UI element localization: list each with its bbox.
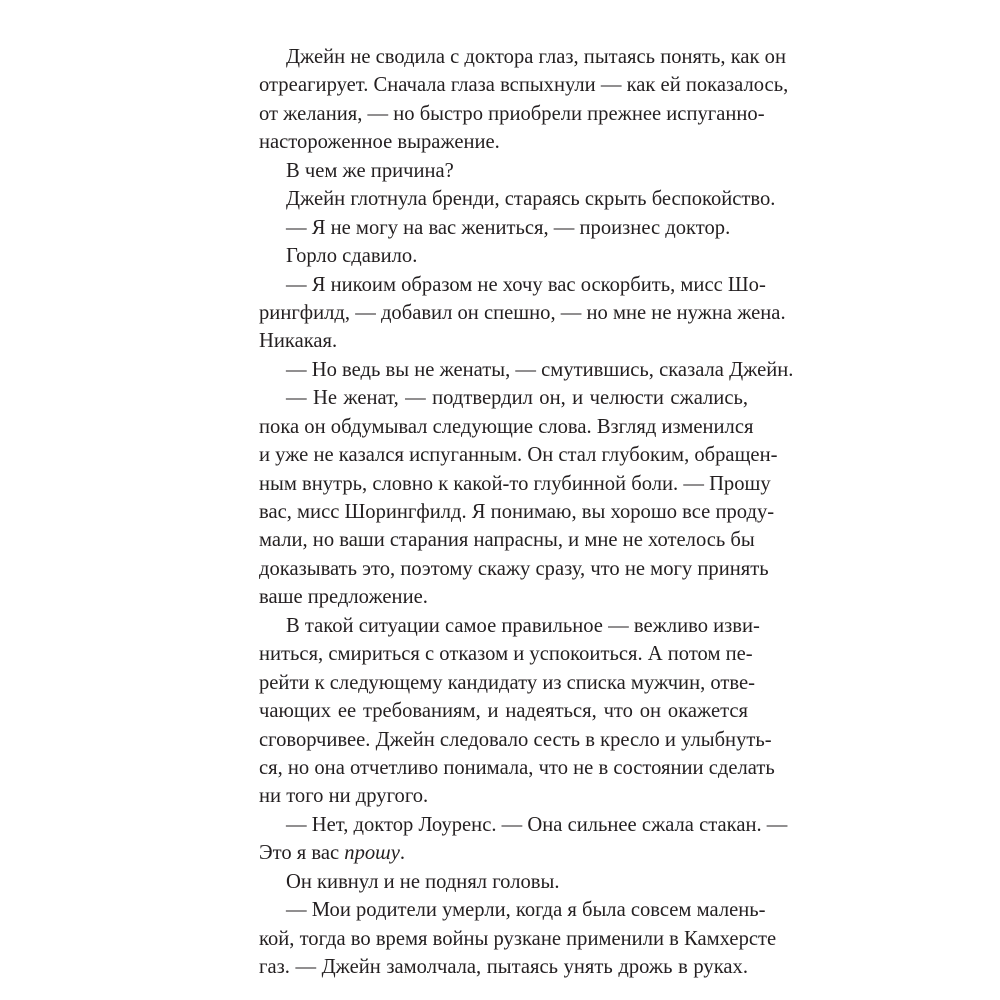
paragraph (259, 356, 794, 384)
paragraph (259, 868, 748, 896)
text-line: — Нет, доктор Лоуренс. — Она сильнее сжала стакан. — (286, 813, 788, 836)
text-segment: Это я вас (259, 842, 345, 865)
text-line: газ. — Джейн замолчала, пытаясь унять дрожь в руках. (259, 956, 748, 978)
paragraph (259, 242, 748, 270)
text-line: доказывать это, поэтому скажу сразу, что не могу принять (259, 557, 769, 580)
body-text (259, 43, 794, 981)
text-line: мали, но ваши старания напрасны, и мне не хотелось бы (259, 529, 755, 552)
text-line: рейти к следующему кандидату из списка мужчин, отве- (259, 671, 756, 694)
emphasized-word: прошу (344, 842, 400, 865)
text-line: Джейн не сводила с доктора глаз, пытаясь понять, как он (286, 46, 787, 68)
text-line: — Но ведь вы не женаты, — смутившись, сказала Джейн. (286, 358, 794, 381)
text-line: сговорчивее. Джейн следовало сесть в кресло и улыбнуть- (259, 728, 772, 751)
text-line: — Я никоим образом не хочу вас оскорбить, мисс Шо- (286, 273, 766, 296)
text-line: рингфилд, — добавил он спешно, — но мне не нужна жена. (259, 301, 786, 324)
text-line: — Не женат, — подтвердил он, и челюсти сжались, (286, 387, 748, 410)
text-line: Джейн глотнула бренди, стараясь скрыть беспокойство. (286, 188, 776, 211)
paragraph (259, 271, 786, 356)
text-line: В чем же причина? (286, 159, 454, 182)
text-line: В такой ситуации самое правильное — вежливо изви- (286, 614, 760, 637)
text-line: пока он обдумывал следующие слова. Взгляд изменился (259, 415, 754, 438)
text-line: отреагирует. Сначала глаза вспыхнули — как ей показалось, (259, 74, 789, 97)
text-line: вас, мисс Шорингфилд. Я понимаю, вы хорошо все проду- (259, 501, 775, 523)
text-line: — Я не могу на вас жениться, — произнес доктор. (286, 216, 731, 239)
paragraph (259, 43, 789, 157)
text-line: — Мои родители умерли, когда я была совсем малень- (286, 899, 766, 922)
text-line: Никакая. (259, 330, 338, 353)
text-line: ным внутрь, словно к какой-то глубинной боли. — Прошу (259, 472, 771, 495)
paragraph (259, 896, 777, 981)
text-line: и уже не казался испуганным. Он стал глубоким, обращен- (259, 444, 778, 467)
text-line: чающих ее требованиям, и надеяться, что он окажется (259, 700, 748, 723)
text-line: ся, но она отчетливо понимала, что не в состоянии сделать (259, 756, 775, 779)
text-line: от желания, — но быстро приобрели прежнее испуганно- (259, 102, 765, 125)
text-segment: . (399, 842, 406, 865)
text-line (259, 839, 748, 867)
paragraph (259, 384, 778, 612)
text-line: ваше предложение. (259, 586, 428, 609)
paragraph (259, 185, 776, 213)
paragraph (259, 811, 788, 868)
text-line: настороженное выражение. (259, 131, 500, 154)
text-line: ниться, смириться с отказом и успокоиться. А потом пе- (259, 643, 753, 666)
text-line: ни того ни другого. (259, 785, 429, 808)
paragraph (259, 214, 748, 242)
text-line: кой, тогда во время войны рузкане применили в Камхерсте (259, 927, 777, 950)
text-line: Он кивнул и не поднял головы. (286, 870, 560, 893)
text-line: Горло сдавило. (286, 245, 418, 268)
paragraph (259, 157, 748, 185)
paragraph (259, 612, 775, 811)
